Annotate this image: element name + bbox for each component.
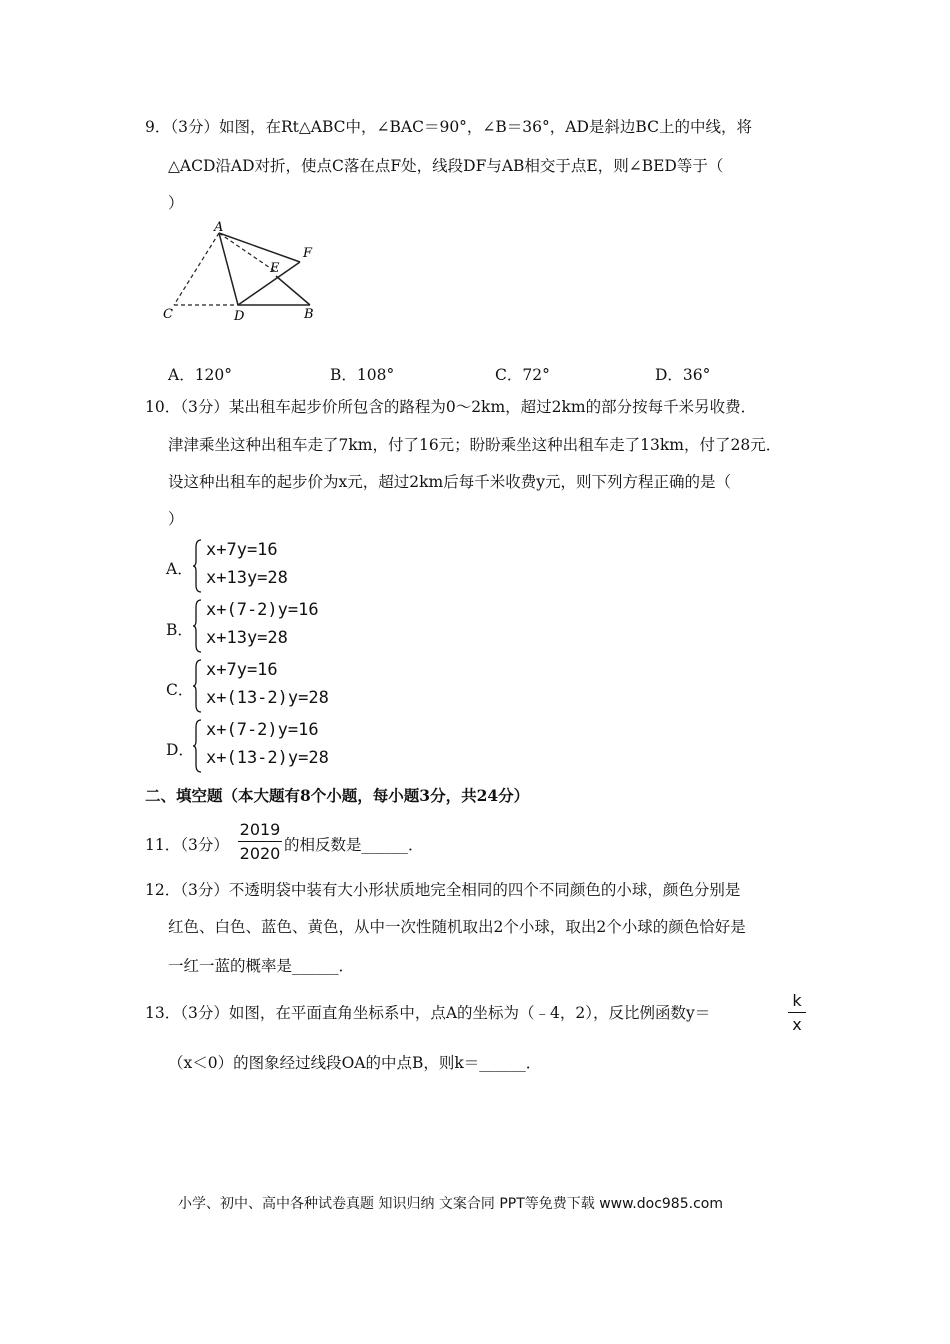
- q12-line-2: 红色、白色、蓝色、黄色，从中一次性随机取出2个小球，取出2个小球的颜色恰好是: [168, 918, 746, 936]
- q9-option-d: D．36°: [655, 366, 711, 384]
- q13-line-1: 13．（3分）如图，在平面直角坐标系中，点A的坐标为（﹣4，2），反比例函数y＝: [145, 1004, 711, 1022]
- brace-icon: [192, 599, 202, 653]
- q9-option-b: B．108°: [330, 366, 395, 384]
- q10-option-c-label: C．: [166, 681, 194, 699]
- brace-icon: [192, 539, 202, 593]
- q13-fraction: [788, 991, 806, 1034]
- brace-icon: [192, 659, 202, 713]
- label-f: F: [303, 246, 313, 261]
- q13-frac-numerator: k: [792, 991, 802, 1010]
- q9-option-a: A．120°: [168, 366, 233, 384]
- q13-line-2: （x＜0）的图象经过线段OA的中点B，则k＝______．: [168, 1054, 542, 1072]
- q11-denominator: 2020: [239, 844, 281, 864]
- label-c: C: [163, 307, 173, 322]
- q11-prefix: 11．（3分）: [145, 836, 229, 854]
- q10-line-2: 津津乘坐这种出租车走了7km，付了16元；盼盼乘坐这种出租车走了13km，付了28元．: [168, 436, 782, 454]
- q10-option-d-eq1: x+(7-2)y=16: [206, 720, 319, 740]
- label-d: D: [234, 309, 245, 324]
- q12-line-3: 一红一蓝的概率是______．: [168, 957, 355, 975]
- q10-option-b-eq1: x+(7-2)y=16: [206, 600, 319, 620]
- label-b: B: [304, 307, 314, 322]
- segment-fd: [238, 262, 300, 305]
- section-2-heading: 二、填空题（本大题有8个小题，每小题3分，共24分）: [145, 786, 530, 805]
- q12-line-1: 12．（3分）不透明袋中装有大小形状质地完全相同的四个不同颜色的小球，颜色分别是: [145, 881, 741, 899]
- q10-option-d-eq2: x+(13-2)y=28: [206, 748, 329, 768]
- fraction-bar: [238, 841, 282, 842]
- brace-icon: [192, 719, 202, 773]
- q10-option-b-label: B．: [166, 621, 193, 639]
- q9-line-1: 9．（3分）如图，在Rt△ABC中，∠BAC＝90°，∠B＝36°，AD是斜边BC上的中线，将: [145, 118, 752, 136]
- q11-suffix: 的相反数是______．: [284, 836, 424, 854]
- q10-option-d-label: D．: [166, 741, 194, 759]
- q9-line-3: ）: [168, 194, 184, 212]
- segment-eb: [276, 276, 310, 305]
- q11-fraction: [238, 820, 282, 863]
- q10-option-a-label: A．: [166, 560, 193, 578]
- page-footer: 小学、初中、高中各种试卷真题 知识归纳 文案合同 PPT等免费下载 www.doc985.com: [178, 1196, 723, 1212]
- q9-line-2: △ACD沿AD对折，使点C落在点F处，线段DF与AB相交于点E，则∠BED等于（: [168, 157, 724, 175]
- q10-option-a-eq1: x+7y=16: [206, 540, 278, 560]
- q10-line-3: 设这种出租车的起步价为x元，超过2km后每千米收费y元，则下列方程正确的是（: [168, 473, 731, 491]
- segment-af: [219, 233, 300, 262]
- q9-option-c: C．72°: [495, 366, 550, 384]
- fraction-bar: [788, 1012, 806, 1013]
- q10-option-a-eq2: x+13y=28: [206, 568, 288, 588]
- q10-option-c-eq2: x+(13-2)y=28: [206, 688, 329, 708]
- q10-line-1: 10．（3分）某出租车起步价所包含的路程为0～2km，超过2km的部分按每千米另收费．: [145, 398, 757, 416]
- segment-ad: [219, 233, 238, 305]
- q10-option-b-eq2: x+13y=28: [206, 628, 288, 648]
- segment-ac: [174, 233, 219, 305]
- label-a: A: [214, 220, 224, 235]
- label-e: E: [270, 261, 280, 276]
- q11-numerator: 2019: [239, 820, 281, 839]
- q13-frac-denominator: x: [792, 1015, 802, 1035]
- q10-option-c-eq1: x+7y=16: [206, 660, 278, 680]
- q9-triangle-figure: [160, 220, 330, 330]
- q10-line-4: ）: [168, 510, 184, 528]
